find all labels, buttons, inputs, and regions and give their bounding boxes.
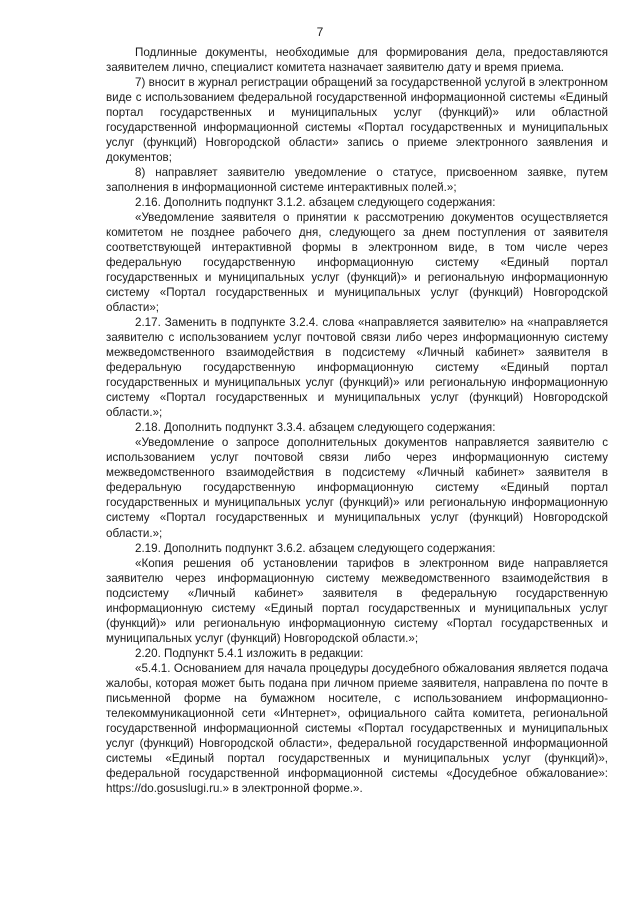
paragraph-2-19: 2.19. Дополнить подпункт 3.6.2. абзацем следующего содержания: [135, 541, 496, 555]
paragraph-item-8: 8) направляет заявителю уведомление о статусе, присвоенном заявке, путем заполнения в информационной системе интерактивных полей.»; [106, 166, 608, 195]
paragraph-2-20: 2.20. Подпункт 5.4.1 изложить в редакции: [135, 646, 364, 660]
paragraph-original-documents: Подлинные документы, необходимые для формирования дела, предоставляются заявителем лично, специалист комитета назначает заявителю дату и время приема. [106, 46, 608, 75]
paragraph-item-7: 7) вносит в журнал регистрации обращений за государственной услугой в электронном виде с использованием федеральной государственной информационной системы «Единый портал государственных и муниципальных услуг (функций)» или областной государственной информационной системы «Портал государственных и муниципальных услуг (функций) Новгородской области» запись о приеме электронного заявления и документов; [106, 76, 608, 165]
page-number: 7 [316, 25, 324, 39]
document-body [106, 45, 608, 796]
paragraph-2-18-text: «Уведомление о запросе дополнительных документов направляется заявителю с использованием услуг почтовой связи либо через информационную систему межведомственного взаимодействия в подсистему «Личный кабинет» заявителя в федеральную государственную информационную систему «Единый портал государственных и муниципальных услуг (функций)» или региональную информационную систему «Портал государственных и муниципальных услуг (функций) Новгородской области.»; [106, 436, 608, 540]
paragraph-2-18: 2.18. Дополнить подпункт 3.3.4. абзацем следующего содержания: [135, 421, 496, 435]
paragraph-2-16-text: «Уведомление заявителя о принятии к рассмотрению документов осуществляется комитетом не позднее рабочего дня, следующего за днем поступления от заявителя соответствующей интерактивной формы в электронном виде, в том числе через федеральную государственную информационную систему «Единый портал государственных и муниципальных услуг (функций)» и региональную информационную систему «Портал государственных и муниципальных услуг (функций) Новгородской области»; [106, 211, 608, 315]
paragraph-2-16: 2.16. Дополнить подпункт 3.1.2. абзацем следующего содержания: [135, 196, 496, 210]
paragraph-2-19-text: «Копия решения об установлении тарифов в электронном виде направляется заявителю через информационную систему межведомственного взаимодействия в подсистему «Личный кабинет» заявителя в федеральную государственную информационную систему «Единый портал государственных и муниципальных услуг (функций)» или региональную информационную систему «Портал государственных и муниципальных услуг (функций) Новгородской области.»; [106, 556, 608, 645]
paragraph-2-17: 2.17. Заменить в подпункте 3.2.4. слова «направляется заявителю» на «направляется заявителю с использованием услуг почтовой связи либо через информационную систему межведомственного взаимодействия в подсистему «Личный кабинет» заявителя в федеральную государственную информационную систему «Единый портал государственных и муниципальных услуг (функций)» или региональную информационную систему «Портал государственных и муниципальных услуг (функций) Новгородской области.»; [106, 316, 608, 420]
paragraph-5-4-1-text: «5.4.1. Основанием для начала процедуры досудебного обжалования является подача жалобы, которая может быть подана при личном приеме заявителя, направлена по почте в письменной форме на бумажном носителе, с использованием информационно-телекоммуникационной сети «Интернет», официального сайта комитета, региональной государственной информационной системы «Портал государственных и муниципальных услуг (функций) Новгородской области», федеральной государственной информационной системы «Единый портал государственных и муниципальных услуг (функций)», федеральной государственной информационной системы «Досудебное обжалование»: https://do.gosuslugi.ru.» в электронной форме.». [106, 661, 608, 795]
